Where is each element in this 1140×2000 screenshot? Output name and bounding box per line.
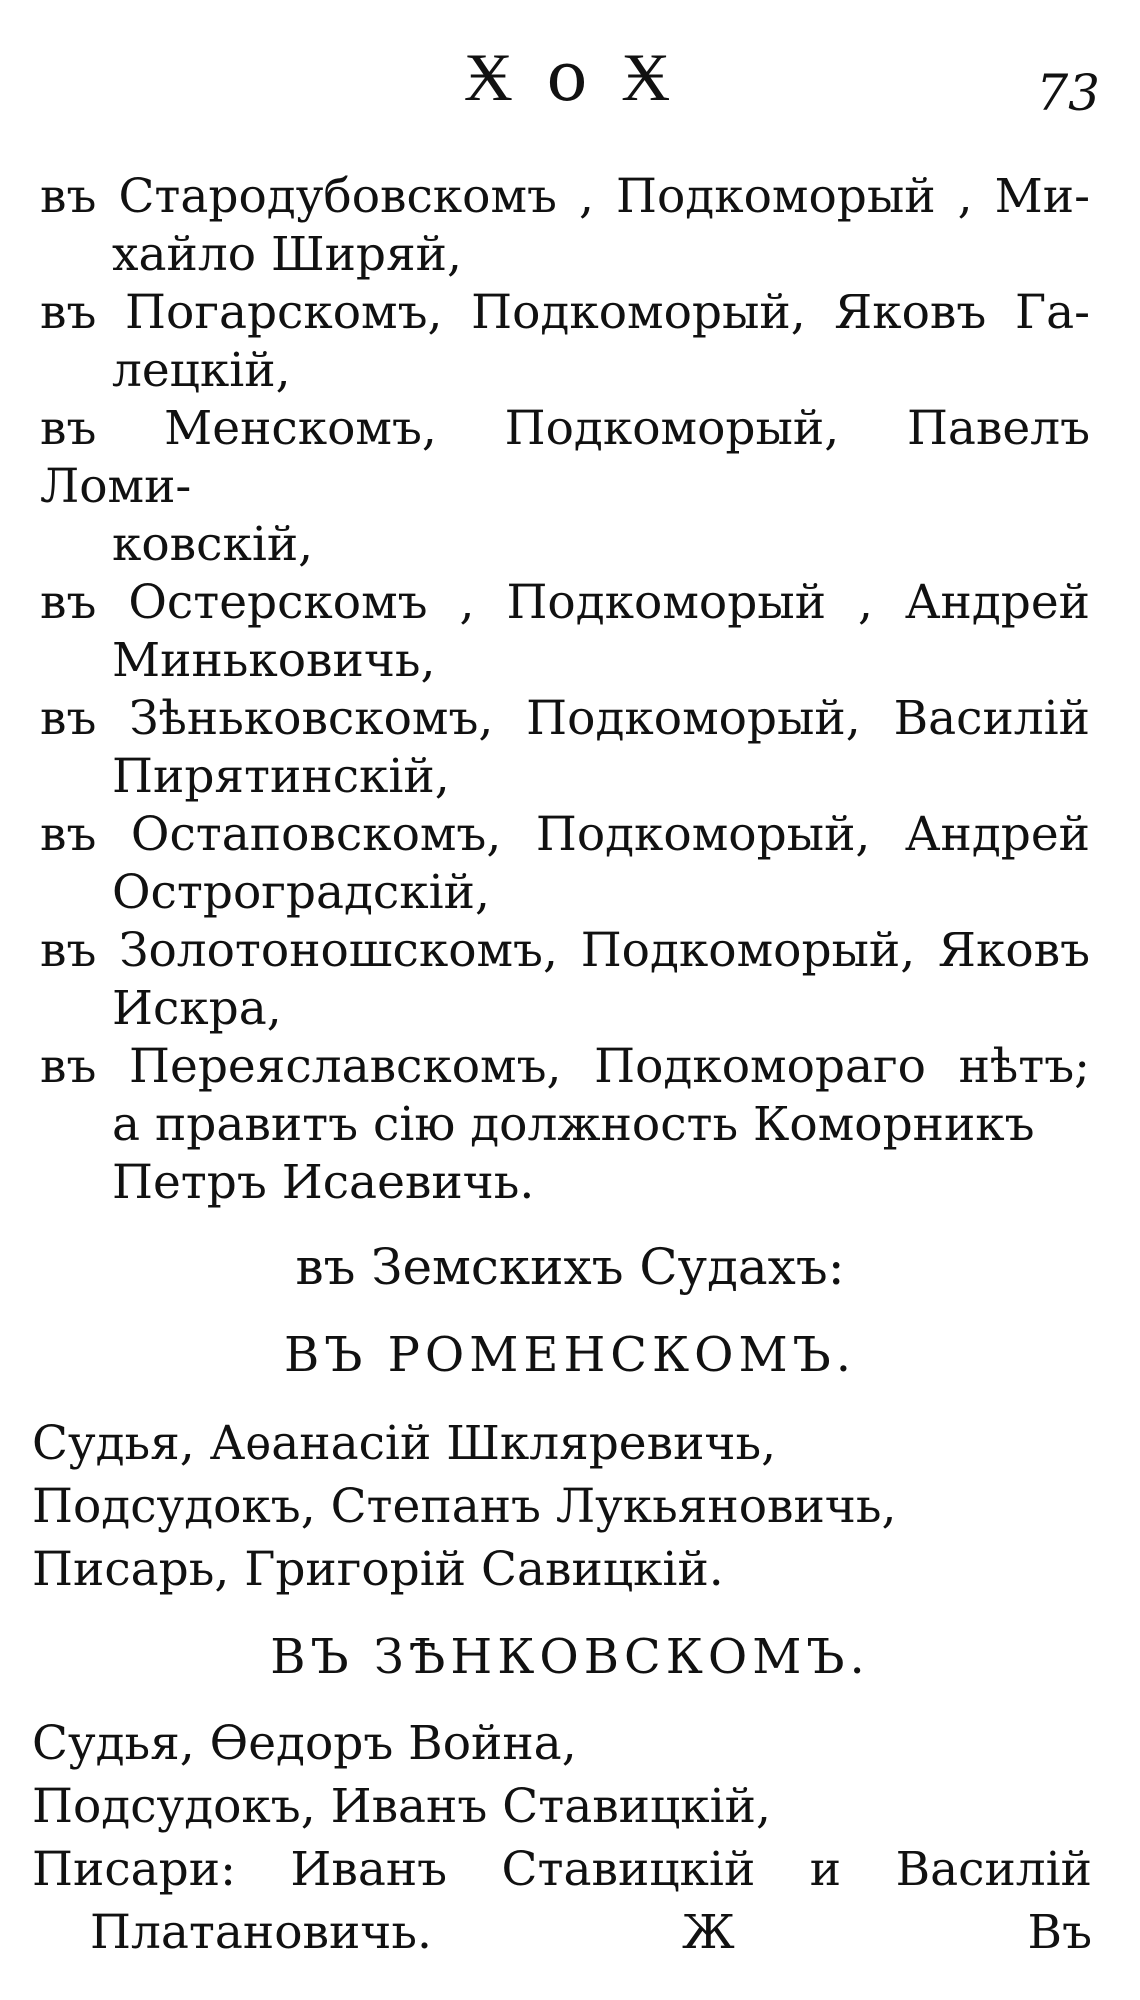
subchamberlain-list [40,168,1090,1212]
entry-line: въ Стародубовскомъ , Подкоморый , Ми- [40,169,1090,224]
entry-line: въ Переяславскомъ, Подкомораго нѣтъ; [40,1039,1090,1094]
official-line: Судья, Аѳанасій Шкляревичь, [32,1416,777,1471]
list-item [40,1038,1090,1212]
list-item [40,922,1090,1038]
entry-continuation: Остроградскій, [112,865,490,920]
official-line: Подсудокъ, Иванъ Ставицкій, [32,1779,771,1834]
official-line: Писарь, Григорій Савицкій. [32,1542,724,1597]
entry-line: въ Менскомъ, Подкоморый, Павелъ Ломи- [40,401,1090,514]
subsection-heading-romny: ВЪ РОМЕНСКОМЪ. [283,1327,857,1383]
list-item [40,690,1090,806]
official-line: Подсудокъ, Степанъ Лукьяновичь, [32,1479,897,1534]
list-item [40,400,1090,574]
list-item [40,806,1090,922]
official-line: Судья, Ѳедоръ Война, [32,1716,577,1771]
entry-continuation: хайло Ширяй, [112,227,462,282]
entry-continuation: а правитъ сію должность Коморникъ [112,1097,1035,1152]
entry-continuation: Пирятинскій, [112,749,450,804]
signature-mark: Ж [682,1905,735,1960]
entry-continuation: Петръ Исаевичь. [112,1155,535,1210]
entry-continuation: лецкій, [112,343,291,398]
official-continuation: Платановичь. [90,1905,432,1960]
entry-continuation: Искра, [112,981,282,1036]
entry-line: въ Зѣньковскомъ, Подкоморый, Василій [40,691,1090,746]
header-ornament: Ӿ о Ӿ [463,38,677,117]
subsection-heading-zenkov: ВЪ ЗѢНКОВСКОМЪ. [270,1629,870,1685]
catchword: Въ [1027,1905,1092,1960]
entry-continuation: ковскій, [112,517,314,572]
page-number: 73 [1036,64,1100,122]
entry-line: въ Остаповскомъ, Подкоморый, Андрей [40,807,1090,862]
list-item [40,574,1090,690]
entry-continuation: Миньковичь, [112,633,436,688]
list-item [40,284,1090,400]
romny-officials [32,1412,1092,1601]
official-line: Писари: Иванъ Ставицкій и Василій [32,1842,1092,1897]
zenkov-officials [32,1712,1092,1964]
footer-line [32,1901,1092,1964]
entry-line: въ Золотоношскомъ, Подкоморый, Яковъ [40,923,1090,978]
section-heading: въ Земскихъ Судахъ: [295,1238,845,1296]
list-item [40,168,1090,284]
entry-line: въ Остерскомъ , Подкоморый , Андрей [40,575,1090,630]
entry-line: въ Погарскомъ, Подкоморый, Яковъ Га- [40,285,1090,340]
